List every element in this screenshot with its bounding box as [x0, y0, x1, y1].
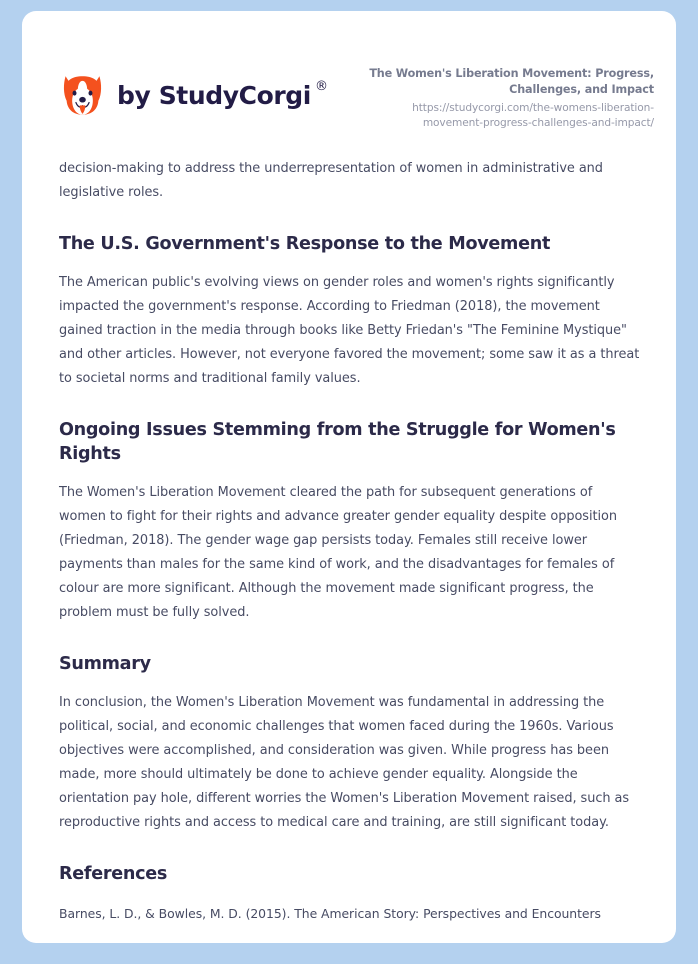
header-meta — [364, 61, 654, 131]
section-heading-summary: Summary — [59, 654, 151, 675]
lead-paragraph: decision-making to address the underrepresentation of women in administrative and legislative roles. — [59, 160, 603, 200]
reference-item: Barnes, L. D., & Bowles, M. D. (2015). The American Story: Perspectives and Encounters — [59, 905, 601, 921]
section-paragraph-summary: In conclusion, the Women's Liberation Movement was fundamental in addressing the political, social, and economic challenges that women faced during the 1960s. Various objectives were accomplished, and consideration was given. While progress has been made, more should ultimately be done to achieve gender equality. Alongside the orientation pay hole, different worries the Women's Liberation Movement raised, such as reproductive rights and access to medical care and training, are still significant today. — [59, 695, 630, 831]
section-paragraph-ongoing-issues: The Women's Liberation Movement cleared the path for subsequent generations of women to fight for their rights and advance greater gender equality despite opposition (Friedman, 2018). The gender wage gap persists today. Females still receive lower payments than males for the same kind of work, and the disadvantages for females of colour are more significant. Although the movement made significant progress, the problem must be fully solved. — [59, 485, 617, 621]
section-paragraph-government-response: The American public's evolving views on gender roles and women's rights significantly impacted the government's response. According to Friedman (2018), the movement gained traction in the media through books like Betty Friedan's "The Feminine Mystique" and other articles. However, not everyone favored the movement; some saw it as a threat to societal norms and traditional family values. — [59, 275, 640, 387]
section-heading-government-response: The U.S. Government's Response to the Movement — [59, 233, 551, 254]
brand-name: by StudyCorgi — [117, 80, 311, 110]
brand-wordmark — [117, 78, 328, 110]
section-heading-references: References — [59, 864, 168, 885]
document-page-card — [22, 11, 676, 943]
corgi-logo-icon — [59, 71, 106, 119]
studycorgi-brand[interactable] — [59, 61, 328, 119]
brand-trademark: ® — [314, 78, 328, 94]
document-url[interactable]: https://studycorgi.com/the-womens-liberation-movement-progress-challenges-and-impact/ — [412, 101, 654, 129]
section-heading-ongoing-issues: Ongoing Issues Stemming from the Struggle for Women's Rights — [59, 420, 616, 464]
document-header — [22, 11, 676, 131]
document-body — [22, 131, 676, 925]
document-title: The Women's Liberation Movement: Progress, Challenges, and Impact — [369, 67, 654, 96]
